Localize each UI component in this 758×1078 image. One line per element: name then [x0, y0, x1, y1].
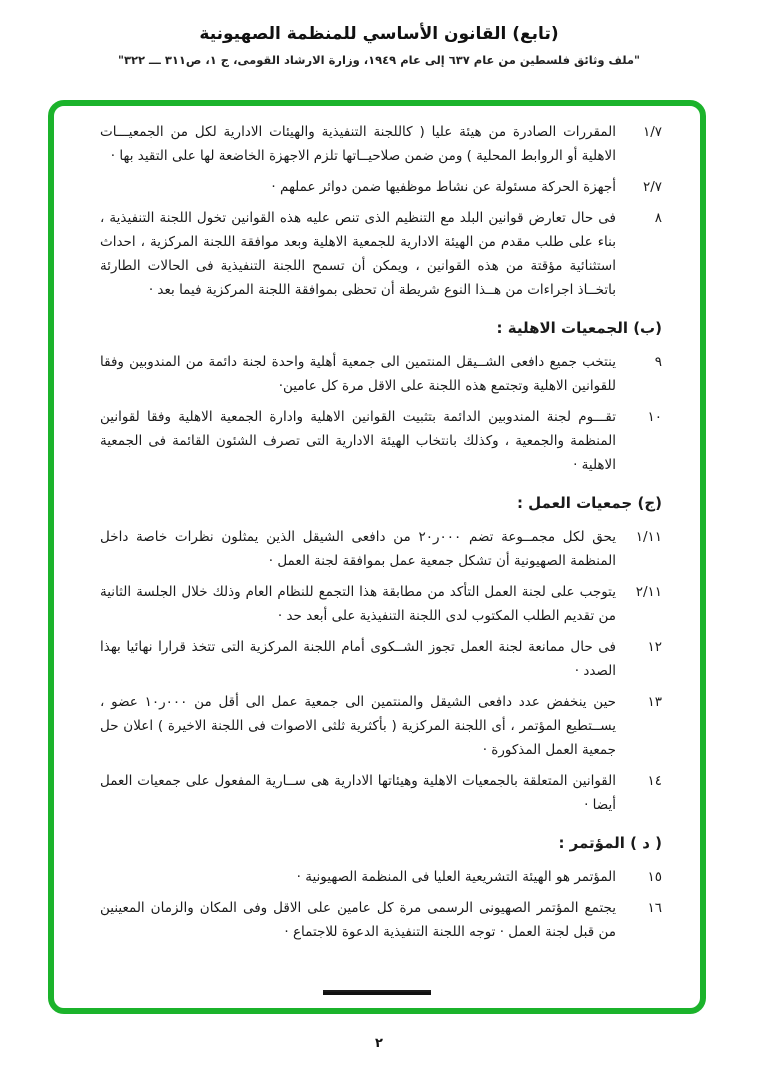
content-frame: [48, 100, 706, 1014]
item-number: ١/١١: [635, 529, 662, 545]
document-source-citation: "ملف وثائق فلسطين من عام ٦٣٧ إلى عام ١٩٤٩، وزارة الارشاد القومى، ج ١، ص٣١١ ـــ ٣٢٢": [117, 53, 641, 67]
law-item: [100, 350, 662, 398]
law-item: [100, 206, 662, 302]
document-header: [0, 0, 758, 67]
item-text: تقـــوم لجنة المندوبين الدائمة بتثبيت القوانين الاهلية وادارة الجمعية الاهلية وفقا لقوانين المنظمة والجمعية ، وكذلك بانتخاب الهيئة الادارية التى تصرف الشئون القائمة فى الجمعية الاهلية ·: [100, 409, 616, 473]
item-number: ١٣: [647, 694, 662, 710]
law-item: [100, 175, 662, 199]
law-item: [100, 896, 662, 944]
law-item: [100, 635, 662, 683]
law-item: [100, 525, 662, 573]
end-divider: [323, 990, 431, 995]
law-item: [100, 580, 662, 628]
item-number: ١٤: [647, 773, 662, 789]
item-number: ١/٧: [642, 124, 662, 140]
item-text: يتوجب على لجنة العمل التأكد من مطابقة هذا التجمع للنظام العام وذلك خلال الجلسة الثانية من تقديم الطلب المكتوب لدى اللجنة التنفيذية على أبعد حد ·: [100, 584, 616, 624]
item-text: حين ينخفض عدد دافعى الشيقل والمنتمين الى جمعية عمل الى أقل من ٠٠٠ر١٠ عضو ، يســتطيع المؤتمر ، أى اللجنة المركزية ( بأكثرية ثلثى الاصوات فى اللجنة الاخيرة ) اعلان حل جمعية العمل المذكورة ·: [100, 694, 616, 758]
item-number: ٨: [654, 210, 662, 226]
section-heading: ( د ) المؤتمر :: [558, 834, 662, 852]
item-text: القوانين المتعلقة بالجمعيات الاهلية وهيئاتها الادارية هى ســارية المفعول على جمعيات العمل أيضا ·: [100, 773, 616, 813]
item-number: ١٥: [647, 869, 662, 885]
item-number: ١٠: [647, 409, 662, 425]
document-title: (تابع) القانون الأساسي للمنظمة الصهيونية: [199, 24, 559, 44]
law-item: [100, 690, 662, 762]
law-item: [100, 120, 662, 168]
item-text: المؤتمر هو الهيئة التشريعية العليا فى المنظمة الصهيونية ·: [296, 869, 616, 885]
section-heading: (ج) جمعيات العمل :: [516, 494, 662, 512]
content-items: [54, 106, 700, 981]
item-text: فى حال ممانعة لجنة العمل تجوز الشــكوى أمام اللجنة المركزية التى تتخذ قرارا نهائيا بهذا الصدد ·: [100, 639, 616, 679]
section-heading: (ب) الجمعيات الاهلية :: [496, 319, 662, 337]
item-number: ٩: [654, 354, 662, 370]
page-number: ٢: [375, 1036, 383, 1051]
law-item: [100, 405, 662, 477]
law-item: [100, 865, 662, 889]
item-number: ١٢: [647, 639, 662, 655]
item-text: المقررات الصادرة من هيئة عليا ( كاللجنة التنفيذية والهيئات الادارية لكل من الجمعيـــات الاهلية أو الروابط المحلية ) ومن ضمن صلاحيــاتها تلزم الاجهزة الخاضعة لها على التقيد بها ·: [100, 124, 616, 164]
item-text: يجتمع المؤتمر الصهيونى الرسمى مرة كل عامين على الاقل وفى المكان والزمان المعينين من قبل لجنة العمل · توجه اللجنة التنفيذية الدعوة للاجتماع ·: [100, 900, 616, 940]
item-number: ٢/٧: [642, 179, 662, 195]
item-number: ٢/١١: [635, 584, 662, 600]
item-text: أجهزة الحركة مسئولة عن نشاط موظفيها ضمن دوائر عملهم ·: [271, 179, 616, 195]
item-text: ينتخب جميع دافعى الشــيقل المنتمين الى جمعية أهلية واحدة لجنة دائمة من المندوبين وفقا للقوانين الاهلية وتجتمع هذه اللجنة على الاقل مرة كل عامين·: [100, 354, 616, 394]
law-item: [100, 769, 662, 817]
item-text: يحق لكل مجمــوعة تضم ٠٠٠ر٢٠ من دافعى الشيقل الذين يمثلون نظرات خاصة داخل المنظمة الصهيونية أن تشكل جمعية عمل بموافقة لجنة العمل ·: [100, 529, 616, 569]
item-text: فى حال تعارض قوانين البلد مع التنظيم الذى تنص عليه هذه القوانين تخول اللجنة التنفيذية ، بناء على طلب مقدم من الهيئة الادارية للجمعية الاهلية وبعد موافقة اللجنة المركزية ، احداث استثنائية مؤقتة من هذه القوانين ، ويمكن أن تسمح اللجنة التنفيذية فى الحالات الطارئة باتخــاذ اجراءات من هــذا النوع شريطة أن تحظى بموافقة اللجنة المركزية فيما بعد ·: [100, 210, 616, 298]
item-number: ١٦: [647, 900, 662, 916]
